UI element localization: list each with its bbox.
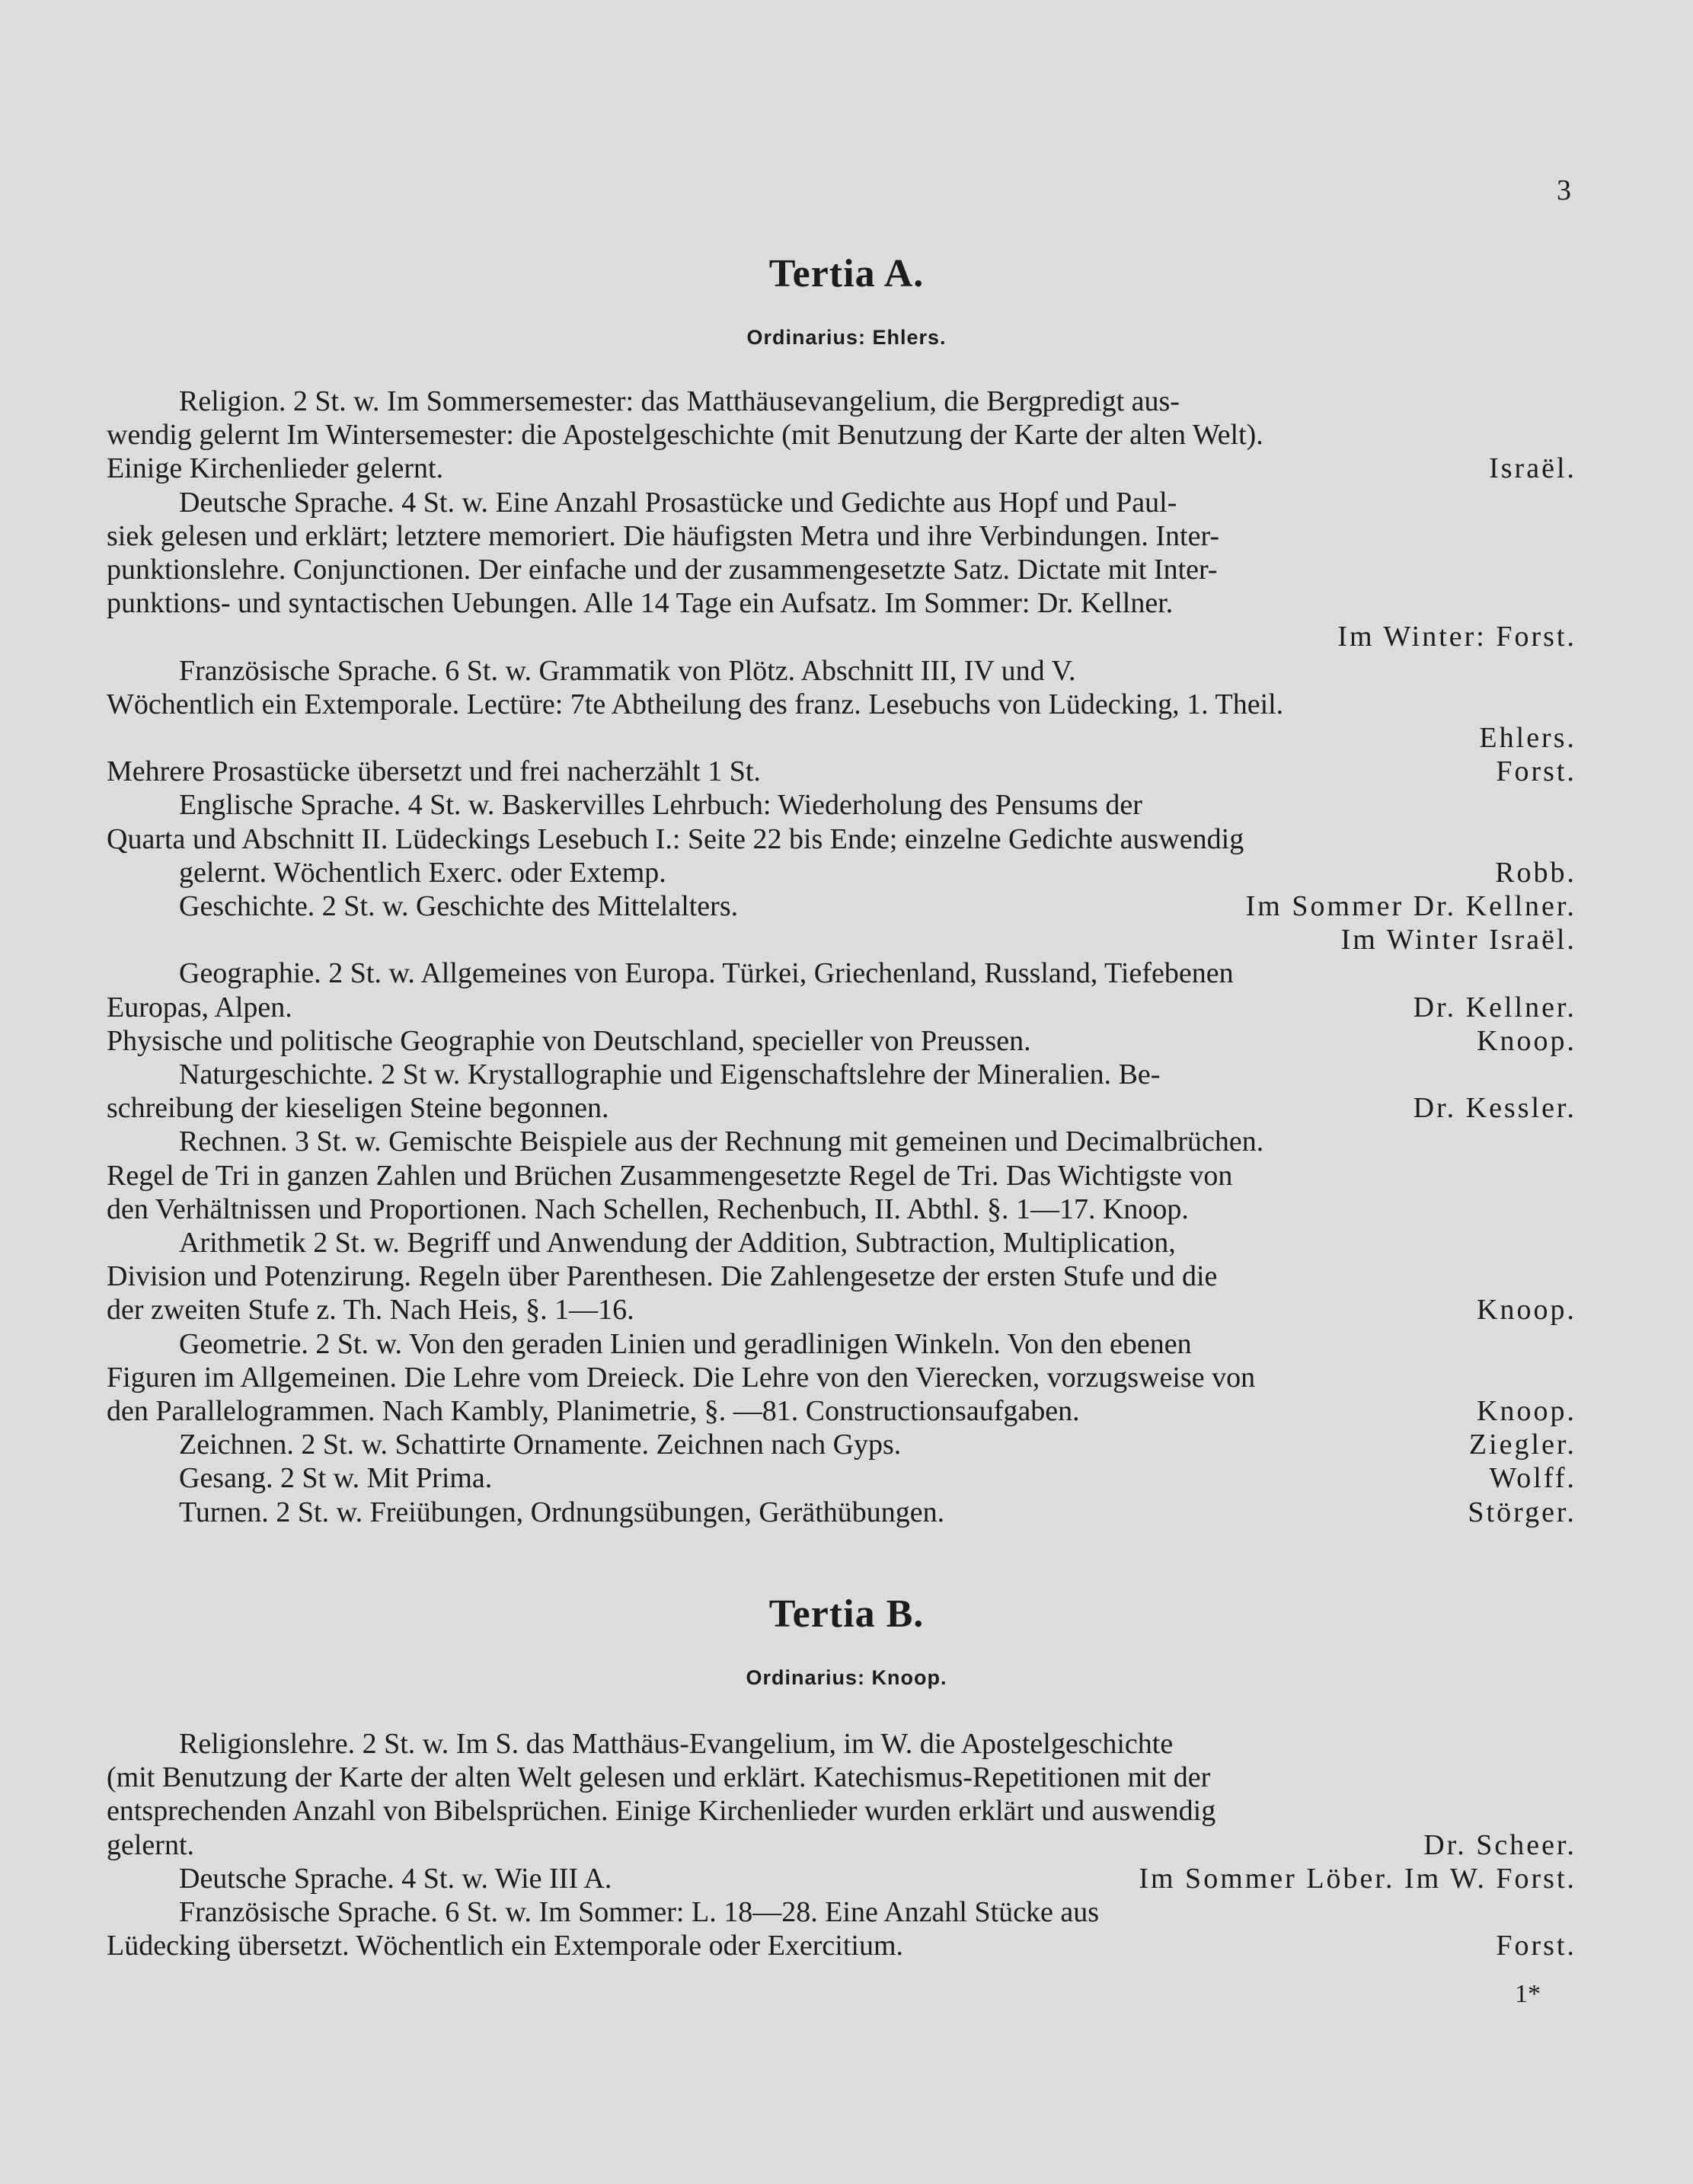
text-line	[107, 688, 1576, 721]
text-line-segment: Religion. 2 St. w. Im Sommersemester: das Matthäusevangelium, die Bergpredigt aus-	[179, 385, 1180, 417]
text-line	[107, 586, 1576, 620]
text-line-segment: Geometrie. 2 St. w. Von den geraden Linien und geradlinigen Winkeln. Von den ebenen	[179, 1327, 1192, 1360]
text-line-segment: Deutsche Sprache. 4 St. w. Wie III A.	[179, 1862, 612, 1895]
text-line-segment: Deutsche Sprache. 4 St. w. Eine Anzahl Prosastücke und Gedichte aus Hopf und Paul-	[179, 486, 1177, 519]
text-line-segment: Rechnen. 3 St. w. Gemischte Beispiele aus der Rechnung mit gemeinen und Decimalbrüchen.	[179, 1126, 1264, 1158]
text-line	[107, 889, 1576, 923]
text-line	[107, 1125, 1576, 1158]
text-line-segment: entsprechenden Anzahl von Bibelsprüchen. Einige Kirchenlieder wurden erklärt und auswendig	[107, 1795, 1216, 1828]
text-line-segment: Dr. Kellner.	[1413, 991, 1576, 1023]
text-line-segment: Lüdecking übersetzt. Wöchentlich ein Extemporale oder Exercitium.	[107, 1930, 904, 1962]
text-line-segment: Forst.	[1496, 755, 1576, 788]
text-line	[107, 1862, 1576, 1895]
text-line	[107, 923, 1576, 956]
text-line	[107, 788, 1576, 822]
text-line	[107, 1394, 1576, 1428]
text-line-segment: Quarta und Abschnitt II. Lüdeckings Lesebuch I.: Seite 22 bis Ende; einzelne Gedichte auswendig	[107, 822, 1244, 855]
text-line-segment: Division und Potenzirung. Regeln über Parenthesen. Die Zahlengesetze der ersten Stufe und die	[107, 1260, 1218, 1293]
text-line-segment: schreibung der kieseligen Steine begonnen.	[107, 1092, 609, 1125]
text-line-segment: Französische Sprache. 6 St. w. Grammatik von Plötz. Abschnitt III, IV und V.	[179, 654, 1076, 687]
text-line-segment: Forst.	[1496, 1930, 1576, 1962]
text-line	[107, 1461, 1576, 1495]
text-line-segment: Europas, Alpen.	[107, 991, 292, 1023]
text-line	[107, 822, 1576, 856]
text-line-segment: Physische und politische Geographie von Deutschland, specieller von Preussen.	[107, 1024, 1031, 1057]
text-line-segment: Robb.	[1495, 856, 1576, 889]
signature-mark: 1*	[1515, 1980, 1541, 2008]
text-line-segment: Knoop.	[1477, 1024, 1576, 1057]
text-line-segment: punktions- und syntactischen Uebungen. Alle 14 Tage ein Aufsatz. Im Sommer: Dr. Kellner.	[107, 587, 1174, 620]
text-line-segment: gelernt.	[107, 1828, 195, 1861]
text-line-segment: der zweiten Stufe z. Th. Nach Heis, §. 1—16.	[107, 1294, 634, 1327]
text-line-segment: Einige Kirchenlieder gelernt.	[107, 452, 444, 485]
text-line-segment: Im Winter Israël.	[1340, 924, 1576, 956]
text-line	[107, 1327, 1576, 1361]
text-line-segment: den Parallelogrammen. Nach Kambly, Planimetrie, §. —81. Constructionsaufgaben.	[107, 1395, 1080, 1427]
text-line-segment: Knoop.	[1477, 1294, 1576, 1327]
text-line	[107, 418, 1576, 452]
text-line-segment: Im Sommer Dr. Kellner.	[1245, 890, 1576, 922]
text-line	[107, 553, 1576, 586]
text-line	[107, 620, 1576, 653]
section-title-tertia-b: Tertia B.	[768, 1592, 925, 1636]
text-line-segment: Ziegler.	[1468, 1429, 1576, 1461]
text-line	[107, 1895, 1576, 1929]
text-line	[107, 1428, 1576, 1461]
text-line	[107, 1091, 1576, 1125]
text-line-segment: den Verhältnissen und Proportionen. Nach Schellen, Rechenbuch, II. Abthl. §. 1—17. Knoop.	[107, 1193, 1189, 1225]
text-line	[107, 519, 1576, 553]
text-line-segment: Turnen. 2 St. w. Freiübungen, Ordnungsübungen, Geräthübungen.	[179, 1496, 945, 1528]
text-line-segment: Wolff.	[1489, 1462, 1576, 1495]
text-line	[107, 1159, 1576, 1193]
text-line	[107, 856, 1576, 889]
text-line	[107, 654, 1576, 688]
text-line-segment: Englische Sprache. 4 St. w. Baskervilles Lehrbuch: Wiederholung des Pensums der	[179, 789, 1142, 822]
text-line	[107, 1828, 1576, 1862]
text-line	[107, 956, 1576, 990]
ordinarius-tertia-b: Ordinarius: Knoop.	[746, 1666, 947, 1689]
text-line-segment: Dr. Scheer.	[1423, 1828, 1576, 1861]
text-line	[107, 1260, 1576, 1293]
text-line-segment: Naturgeschichte. 2 St w. Krystallographie und Eigenschaftslehre der Mineralien. Be-	[179, 1058, 1161, 1090]
text-line-segment: Geschichte. 2 St. w. Geschichte des Mittelalters.	[179, 890, 739, 922]
text-line	[107, 721, 1576, 755]
text-line-segment: Religionslehre. 2 St. w. Im S. das Matthäus-Evangelium, im W. die Apostelgeschichte	[179, 1728, 1174, 1760]
text-line-segment: punktionslehre. Conjunctionen. Der einfache und der zusammengesetzte Satz. Dictate mit Inter-	[107, 554, 1218, 586]
text-line	[107, 1761, 1576, 1794]
text-line	[107, 991, 1576, 1024]
text-line-segment: Störger.	[1468, 1496, 1576, 1528]
text-line-segment: Israël.	[1489, 452, 1576, 485]
text-line-segment: Mehrere Prosastücke übersetzt und frei nacherzählt 1 St.	[107, 755, 761, 788]
text-line	[107, 385, 1576, 418]
text-line	[107, 1058, 1576, 1091]
text-line	[107, 1929, 1576, 1962]
text-line-segment: Knoop.	[1477, 1395, 1576, 1427]
text-line	[107, 1496, 1576, 1529]
text-line	[107, 486, 1576, 519]
text-line-segment: (mit Benutzung der Karte der alten Welt gelesen und erklärt. Katechismus-Repetitionen mit der	[107, 1761, 1211, 1794]
text-line	[107, 1727, 1576, 1761]
section-title-tertia-a: Tertia A.	[768, 252, 925, 295]
text-line	[107, 452, 1576, 485]
text-line-segment: Im Sommer Löber. Im W. Forst.	[1139, 1862, 1576, 1895]
text-line-segment: Im Winter: Forst.	[1337, 621, 1576, 653]
text-line	[107, 1024, 1576, 1058]
text-line-segment: Figuren im Allgemeinen. Die Lehre vom Dreieck. Die Lehre von den Vierecken, vorzugsweise von	[107, 1361, 1256, 1394]
page-number: 3	[1557, 174, 1571, 206]
text-line	[107, 1226, 1576, 1260]
text-line-segment: Geographie. 2 St. w. Allgemeines von Europa. Türkei, Griechenland, Russland, Tiefebenen	[179, 957, 1234, 990]
text-line	[107, 1794, 1576, 1828]
text-line-segment: Arithmetik 2 St. w. Begriff und Anwendung der Addition, Subtraction, Multiplication,	[179, 1227, 1176, 1259]
text-line-segment: Zeichnen. 2 St. w. Schattirte Ornamente. Zeichnen nach Gyps.	[179, 1429, 902, 1461]
text-line-segment: Ehlers.	[1479, 722, 1576, 754]
text-line	[107, 1193, 1576, 1226]
text-line	[107, 1361, 1576, 1394]
text-line-segment: wendig gelernt Im Wintersemester: die Apostelgeschichte (mit Benutzung der Karte der alten Welt).	[107, 419, 1263, 452]
text-line-segment: gelernt. Wöchentlich Exerc. oder Extemp.	[179, 856, 666, 889]
text-line-segment: Französische Sprache. 6 St. w. Im Sommer: L. 18—28. Eine Anzahl Stücke aus	[179, 1896, 1100, 1928]
text-line	[107, 755, 1576, 788]
text-line-segment: Wöchentlich ein Extemporale. Lectüre: 7te Abtheilung des franz. Lesebuchs von Lüdecking, 1. Theil.	[107, 688, 1284, 720]
text-line-segment: siek gelesen und erklärt; letztere memoriert. Die häufigsten Metra und ihre Verbindungen. Inter-	[107, 519, 1220, 552]
ordinarius-tertia-a: Ordinarius: Ehlers.	[746, 326, 947, 349]
text-line-segment: Gesang. 2 St w. Mit Prima.	[179, 1462, 493, 1495]
text-line-segment: Regel de Tri in ganzen Zahlen und Brüchen Zusammengesetzte Regel de Tri. Das Wichtigste von	[107, 1159, 1233, 1192]
text-line	[107, 1293, 1576, 1327]
text-line-segment: Dr. Kessler.	[1413, 1092, 1576, 1125]
